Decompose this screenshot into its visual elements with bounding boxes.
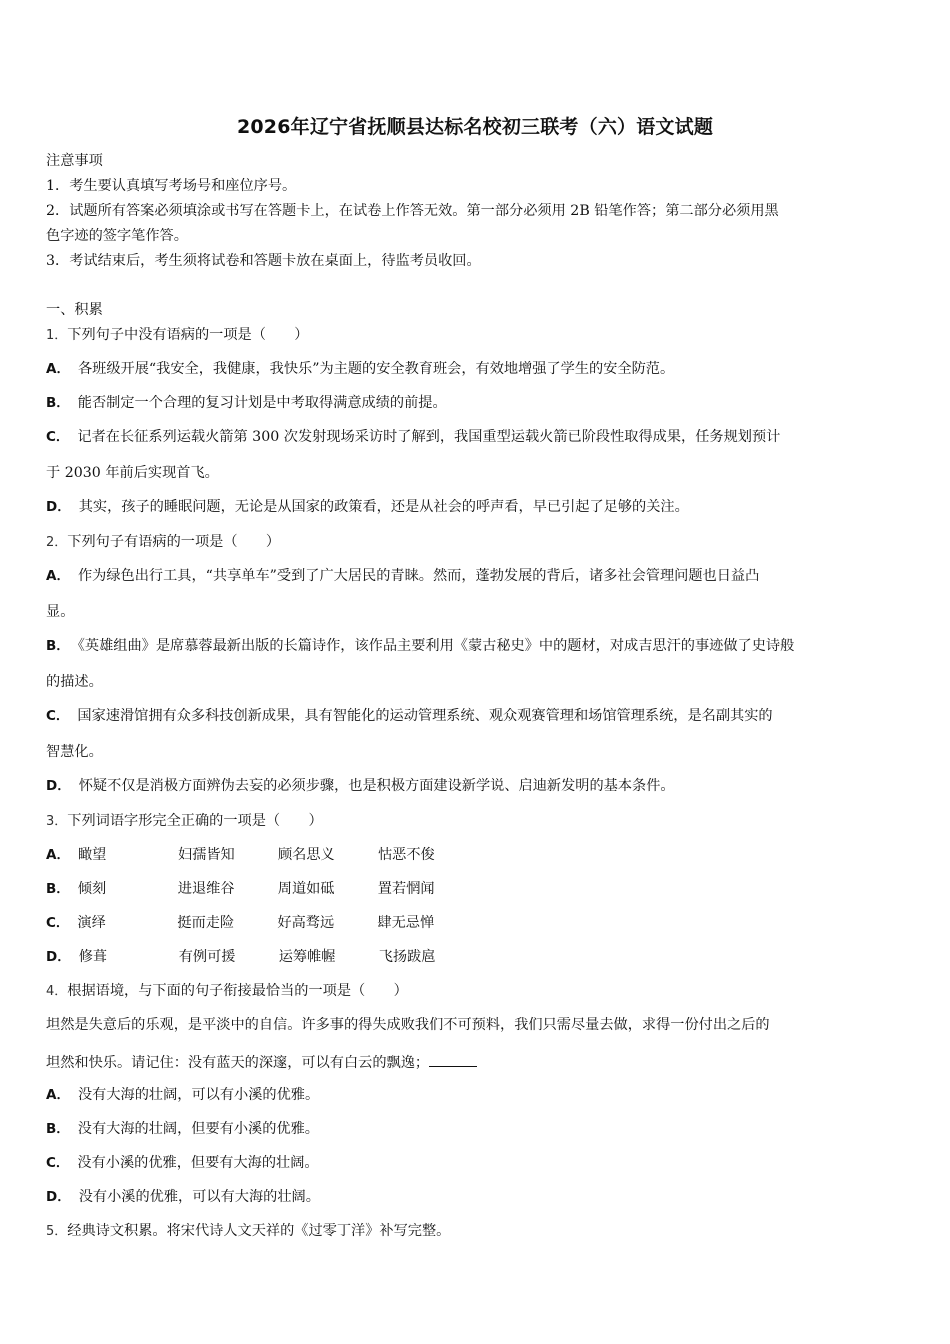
option-word: 挺而走险 <box>177 915 235 931</box>
q2-option-b-cont: 的描述。 <box>46 674 103 690</box>
q2-option-a <box>46 567 908 585</box>
option-label: D． <box>46 1189 71 1205</box>
notice-item-3: 3．考试结束后，考生须将试卷和答题卡放在桌面上，待监考员收回。 <box>46 253 481 269</box>
section-heading: 一、积累 <box>46 302 103 318</box>
q3-option-c <box>46 914 908 932</box>
question-5 <box>46 1222 908 1241</box>
option-word: 怙恶不俊 <box>377 847 435 863</box>
passage-text: 坦然和快乐。请记住：没有蓝天的深邃，可以有白云的飘逸； <box>46 1055 430 1071</box>
option-word: 有例可援 <box>178 949 236 965</box>
option-word: 肆无忌惮 <box>377 915 435 931</box>
notice-item-2-cont: 色字迹的签字笔作答。 <box>46 228 188 244</box>
q4-passage-cont <box>46 1052 908 1072</box>
q4-option-c <box>46 1154 908 1172</box>
question-number: 3． <box>46 814 68 829</box>
option-label: C． <box>46 429 70 445</box>
option-word: 演绎 <box>77 915 106 931</box>
q2-option-c-cont: 智慧化。 <box>46 744 103 760</box>
q4-passage: 坦然是失意后的乐观，是平淡中的自信。许多事的得失成败我们不可预料，我们只需尽量去做，求得一份付出之后的 <box>46 1017 770 1033</box>
option-word: 倾刻 <box>77 881 107 897</box>
q1-option-c <box>46 428 908 446</box>
question-4 <box>46 982 908 1001</box>
option-label: D． <box>46 499 71 515</box>
question-stem: 根据语境，与下面的句子衔接最恰当的一项是（ ） <box>67 983 408 999</box>
question-3 <box>46 812 908 831</box>
q1-option-d <box>46 498 908 516</box>
option-label: A． <box>46 1087 70 1103</box>
q3-option-d <box>46 948 908 966</box>
option-label: A． <box>46 361 70 377</box>
option-label: B． <box>46 881 70 897</box>
option-label: B． <box>46 638 70 654</box>
q1-option-a <box>46 360 908 378</box>
question-number: 2． <box>46 535 68 550</box>
option-text: 没有小溪的优雅，可以有大海的壮阔。 <box>78 1189 320 1205</box>
option-word: 置若惘闻 <box>377 881 435 897</box>
option-text: 没有小溪的优雅，但要有大海的壮阔。 <box>77 1155 319 1171</box>
q2-option-d <box>46 777 908 795</box>
option-word: 运筹帷幄 <box>278 949 336 965</box>
question-number: 1． <box>46 328 68 343</box>
notice-item-2: 2．试题所有答案必须填涂或书写在答题卡上，在试卷上作答无效。第一部分必须用 2B 铅笔作答；第二部分必须用黑 <box>46 203 779 219</box>
question-1 <box>46 326 908 345</box>
option-text: 国家速滑馆拥有众多科技创新成果，具有智能化的运动管理系统、观众观赛管理和场馆管理系统，是名副其实的 <box>77 708 773 724</box>
option-text: 各班级开展“我安全，我健康，我快乐”为主题的安全教育班会，有效地增强了学生的安全防范。 <box>77 361 675 377</box>
option-label: C． <box>46 1155 70 1171</box>
option-text: 其实，孩子的睡眠问题，无论是从国家的政策看，还是从社会的呼声看，早已引起了足够的关注。 <box>78 499 689 515</box>
q4-option-d <box>46 1188 908 1206</box>
option-label: C． <box>46 708 70 724</box>
notice-heading: 注意事项 <box>46 153 103 169</box>
option-label: A． <box>46 847 70 863</box>
option-label: C． <box>46 915 70 931</box>
q4-option-b <box>46 1120 908 1138</box>
q2-option-c <box>46 707 908 725</box>
question-2 <box>46 533 908 552</box>
q2-option-b <box>46 637 908 655</box>
answer-blank <box>429 1052 477 1067</box>
option-text: 《英雄组曲》是席慕蓉最新出版的长篇诗作，该作品主要利用《蒙古秘史》中的题材，对成吉思汗的事迹做了史诗般 <box>77 638 795 654</box>
option-word: 进退维谷 <box>177 881 235 897</box>
option-word: 修葺 <box>78 949 108 965</box>
option-word: 妇孺皆知 <box>177 847 235 863</box>
option-label: D． <box>46 949 71 965</box>
notice-item-1: 1．考生要认真填写考场号和座位序号。 <box>46 178 297 194</box>
question-number: 4． <box>46 984 68 999</box>
question-stem: 下列句子中没有语病的一项是（ ） <box>67 327 309 343</box>
option-text: 没有大海的壮阔，但要有小溪的优雅。 <box>77 1121 319 1137</box>
q2-option-a-cont: 显。 <box>46 604 75 620</box>
option-text: 记者在长征系列运载火箭第 300 次发射现场采访时了解到，我国重型运载火箭已阶段性取得成果，任务规划预计 <box>77 429 781 445</box>
q1-option-b <box>46 394 908 412</box>
question-stem: 下列词语字形完全正确的一项是（ ） <box>67 813 323 829</box>
q3-option-b <box>46 880 908 898</box>
option-word: 周道如砥 <box>277 881 335 897</box>
option-text: 没有大海的壮阔，可以有小溪的优雅。 <box>77 1087 320 1103</box>
q4-option-a <box>46 1086 908 1104</box>
q3-option-a <box>46 846 908 864</box>
option-word: 瞰望 <box>77 847 107 863</box>
option-text: 作为绿色出行工具，“共享单车”受到了广大居民的青睐。然而，蓬勃发展的背后，诸多社会管理问题也日益凸 <box>77 568 760 584</box>
option-label: B． <box>46 1121 70 1137</box>
q1-option-c-cont: 于 2030 年前后实现首飞。 <box>46 465 219 481</box>
question-number: 5． <box>46 1224 68 1239</box>
option-label: D． <box>46 778 71 794</box>
option-label: B． <box>46 395 70 411</box>
option-word: 顾名思义 <box>277 847 335 863</box>
page-title: 2026年辽宁省抚顺县达标名校初三联考（六）语文试题 <box>236 116 714 138</box>
option-word: 好高骛远 <box>277 915 335 931</box>
option-text: 能否制定一个合理的复习计划是中考取得满意成绩的前提。 <box>77 395 447 411</box>
option-text: 怀疑不仅是消极方面辨伪去妄的必须步骤，也是积极方面建设新学说、启迪新发明的基本条件。 <box>78 778 675 794</box>
option-label: A． <box>46 568 70 584</box>
question-stem: 经典诗文积累。将宋代诗人文天祥的《过零丁洋》补写完整。 <box>67 1223 451 1239</box>
option-word: 飞扬跋扈 <box>378 949 436 965</box>
question-stem: 下列句子有语病的一项是（ ） <box>67 534 281 550</box>
